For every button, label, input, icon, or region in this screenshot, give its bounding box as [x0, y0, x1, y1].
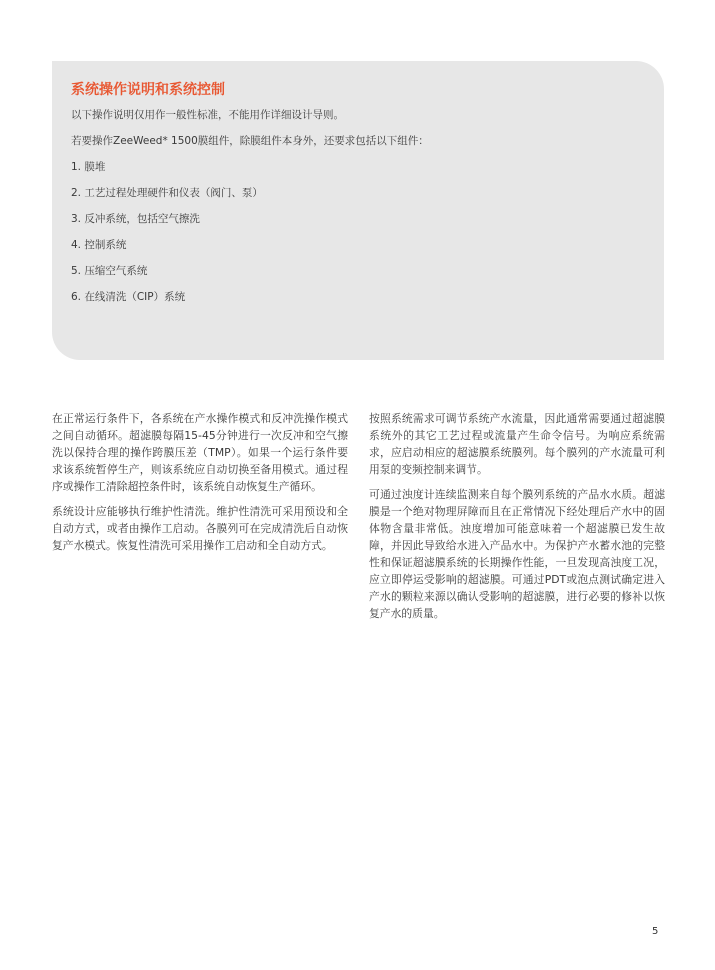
- component-item: 1. 膜堆: [71, 161, 106, 173]
- left-column: [52, 410, 348, 562]
- component-item: 3. 反冲系统，包括空气擦洗: [71, 213, 200, 225]
- component-item: 4. 控制系统: [71, 239, 127, 251]
- component-item: 5. 压缩空气系统: [71, 265, 148, 277]
- callout-requirement: 若要操作ZeeWeed* 1500膜组件，除膜组件本身外，还要求包括以下组件：: [71, 135, 429, 147]
- auto-cycle-paragraph: 在正常运行条件下，各系统在产水操作模式和反冲洗操作模式之间自动循环。超滤膜每隔15-45分钟进行一次反冲和空气擦洗以保持合理的操作跨膜压差（TMP）。如果一个运行条件要求该系统暂停生产，则该系统应自动切换至备用模式。通过程序或操作工清除超控条件时，该系统自动恢复生产循环。: [52, 412, 348, 493]
- system-operation-callout: [52, 61, 664, 360]
- component-list: [71, 160, 646, 305]
- flow-control-paragraph: 按照系统需求可调节系统产水流量，因此通常需要通过超滤膜系统外的其它工艺过程或流量产生命令信号。为响应系统需求，应启动相应的超滤膜系统膜列。每个膜列的产水流量可利用泵的变频控制来调节。: [369, 412, 665, 476]
- component-item: 6. 在线清洗（CIP）系统: [71, 291, 186, 303]
- component-item: 2. 工艺过程处理硬件和仪表（阀门、泵）: [71, 187, 263, 199]
- maintenance-cleaning-paragraph: 系统设计应能够执行维护性清洗。维护性清洗可采用预设和全自动方式，或者由操作工启动。各膜列可在完成清洗后自动恢复产水模式。恢复性清洗可采用操作工启动和全自动方式。: [52, 505, 348, 552]
- page-number: 5: [652, 926, 659, 937]
- right-column: [369, 410, 665, 630]
- callout-title: 系统操作说明和系统控制: [71, 82, 225, 98]
- callout-intro: 以下操作说明仅用作一般性标准，不能用作详细设计导则。: [71, 109, 344, 121]
- turbidity-monitoring-paragraph: 可通过浊度计连续监测来自每个膜列系统的产品水水质。超滤膜是一个绝对物理屏障而且在正常情况下经处理后产水中的固体物含量非常低。浊度增加可能意味着一个超滤膜已发生故障，并因此导致给水进入产品水中。为保护产水蓄水池的完整性和保证超滤膜系统的长期操作性能，一旦发现高浊度工况，应立即停运受影响的超滤膜。可通过PDT或泡点测试确定进入产水的颗粒来源以确认受影响的超滤膜，进行必要的修补以恢复产水的质量。: [369, 488, 665, 620]
